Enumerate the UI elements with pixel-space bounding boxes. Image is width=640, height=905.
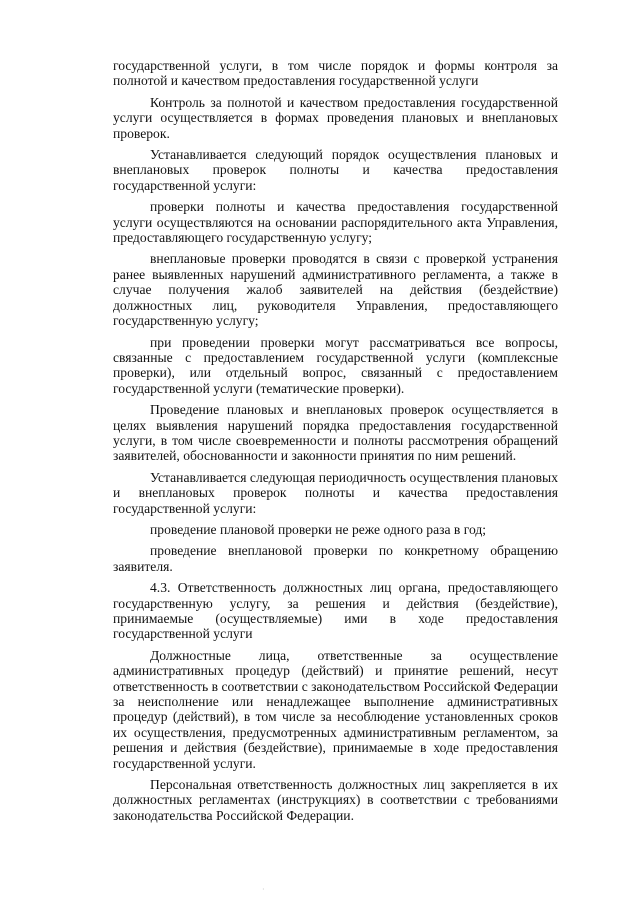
paragraph-official-responsibility: Должностные лица, ответственные за осуществление административных процедур (действий) и принятие решений, несут ответственность в соответствии с законодательством Российской Федерации за неисполнение или ненадлежащее выполнение административных процедур (действий), в том числе за несоблюдение установленных сроков их осуществления, предусмотренных административным регламентом, за решения и действия (бездействие), принимаемые в ходе предоставления государственной услуги. [113, 647, 558, 771]
paragraph-inspection-frequency: Устанавливается следующая периодичность осуществления плановых и внеплановых проверок полноты и качества предоставления государственной услуги: [113, 469, 558, 516]
paragraph-inspection-basis: проверки полноты и качества предоставления государственной услуги осуществляются на основании распорядительного акта Управления, предоставляющего государственную услугу; [113, 199, 558, 246]
paragraph-inspection-scope: при проведении проверки могут рассматриваться все вопросы, связанные с предоставлением государственной услуги (комплексные проверки), или отдельный вопрос, связанный с предоставлением государственной услуги (тематические проверки). [113, 334, 558, 396]
paragraph-inspection-procedure: Устанавливается следующий порядок осуществления плановых и внеплановых проверок полноты и качества предоставления государственной услуги: [113, 147, 558, 193]
footer-mark: · [262, 885, 265, 894]
document-body [113, 58, 558, 829]
paragraph-unscheduled-frequency: проведение внеплановой проверки по конкретному обращению заявителя. [113, 543, 558, 574]
paragraph-control-heading-end: государственной услуги, в том числе порядок и формы контроля за полнотой и качеством предоставления государственной услуги [113, 58, 558, 89]
paragraph-personal-responsibility: Персональная ответственность должностных лиц закрепляется в их должностных регламентах (инструкциях) в соответствии с требованиями законодательства Российской Федерации. [113, 777, 558, 823]
paragraph-control-forms: Контроль за полнотой и качеством предоставления государственной услуги осуществляется в формах проведения плановых и внеплановых проверок. [113, 94, 558, 141]
section-heading-4-3: 4.3. Ответственность должностных лиц органа, предоставляющего государственную услугу, за решения и действия (бездействие), принимаемые (осуществляемые) ими в ходе предоставления государственной услуги [113, 580, 558, 642]
paragraph-unscheduled-inspections: внеплановые проверки проводятся в связи с проверкой устранения ранее выявленных нарушений административного регламента, а также в случае получения жалоб заявителей на действия (бездействие) должностных лиц, руководителя Управления, предоставляющего государственную услугу; [113, 251, 558, 329]
paragraph-inspection-purpose: Проведение плановых и внеплановых проверок осуществляется в целях выявления нарушений порядка предоставления государственной услуги, в том числе своевременности и полноты рассмотрения обращений заявителей, обоснованности и законности принятия по ним решений. [113, 402, 558, 464]
paragraph-scheduled-frequency: проведение плановой проверки не реже одного раза в год; [150, 521, 487, 537]
